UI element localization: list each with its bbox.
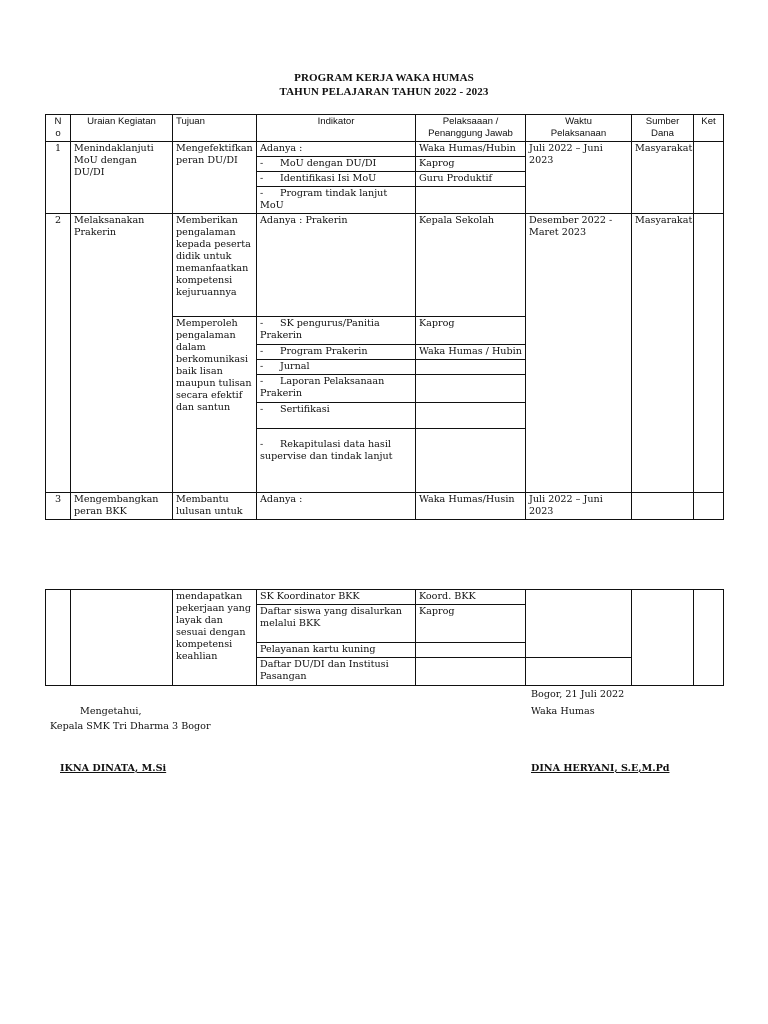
row2-pj-b2 [416,360,526,375]
row1-indikator-0: Adanya : [257,142,416,157]
row2-pj-b3 [416,375,526,403]
cont-uraian [71,590,173,686]
header-tujuan: Tujuan [173,115,257,142]
row2-no: 2 [46,214,71,493]
cont-waktu [526,590,632,658]
cont-tujuan: mendapatkan pekerjaan yang layak dan sesuai dengan kompetensi keahlian [173,590,257,686]
header-no: N o [46,115,71,142]
row1-waktu: Juli 2022 – Juni 2023 [526,142,632,214]
cont-pj-3 [416,658,526,686]
table-row [46,590,724,605]
row1-no: 1 [46,142,71,214]
row3-pj: Waka Humas/Husin [416,493,526,520]
cont-pj-2 [416,643,526,658]
header-pelaksana: Pelaksaaan / Penanggung Jawab [416,115,526,142]
row2-waktu: Desember 2022 - Maret 2023 [526,214,632,493]
row1-pj-0: Waka Humas/Hubin [416,142,526,157]
header-sumber: Sumber Dana [632,115,694,142]
row2-sumber: Masyarakat [632,214,694,493]
row1-pj-3 [416,187,526,214]
table-header-row [46,115,724,142]
document-title: PROGRAM KERJA WAKA HUMAS [294,72,474,84]
row2-pj-b0: Kaprog [416,317,526,345]
row3-waktu: Juli 2022 – Juni 2023 [526,493,632,520]
table-row [46,214,724,317]
row1-pj-2: Guru Produktif [416,172,526,187]
row1-ket [694,142,724,214]
row2-pj-a: Kepala Sekolah [416,214,526,317]
role-right: Waka Humas [531,706,595,717]
row3-tujuan: Membantu lulusan untuk [173,493,257,520]
place-date: Bogor, 21 Juli 2022 [531,689,625,700]
row2-pj-b4 [416,403,526,429]
cont-indikator-3: Daftar DU/DI dan Institusi Pasangan [257,658,416,686]
signatory-right: DINA HERYANI, S.E,M.Pd [531,763,670,774]
row1-uraian: Menindaklanjuti MoU dengan DU/DI [71,142,173,214]
cont-indikator-2: Pelayanan kartu kuning [257,643,416,658]
row2-indikator-b5: - Rekapitulasi data hasil supervise dan tindak lanjut [257,429,416,493]
row1-indikator-1: - MoU dengan DU/DI [257,157,416,172]
row1-indikator-2: - Identifikasi Isi MoU [257,172,416,187]
cont-pj-0: Koord. BKK [416,590,526,605]
row2-indikator-b1: - Program Prakerin [257,345,416,360]
program-table [45,114,724,520]
document-subtitle: TAHUN PELAJARAN TAHUN 2022 - 2023 [279,86,489,98]
row2-ket [694,214,724,493]
cont-ket [694,590,724,686]
row3-uraian: Mengembangkan peran BKK [71,493,173,520]
table-row [46,493,724,520]
row3-indikator: Adanya : [257,493,416,520]
row2-pj-b5 [416,429,526,493]
row2-indikator-b2: - Jurnal [257,360,416,375]
row1-pj-1: Kaprog [416,157,526,172]
row3-ket [694,493,724,520]
row1-indikator-3: - Program tindak lanjut MoU [257,187,416,214]
row1-tujuan: Mengefektifkan peran DU/DI [173,142,257,214]
signatory-left: IKNA DINATA, M.Si [60,763,167,774]
row2-indikator-b3: - Laporan Pelaksanaan Prakerin [257,375,416,403]
row1-sumber: Masyarakat [632,142,694,214]
cont-sumber [632,590,694,686]
row2-indikator-a: Adanya : Prakerin [257,214,416,317]
row2-pj-b1: Waka Humas / Hubin [416,345,526,360]
cont-indikator-1: Daftar siswa yang disalurkan melalui BKK [257,605,416,643]
row2-indikator-b4: - Sertifikasi [257,403,416,429]
header-waktu: Waktu Pelaksanaan [526,115,632,142]
row2-tujuan-a: Memberikan pengalaman kepada peserta didik untuk memanfaatkan kompetensi kejuruannya [173,214,257,317]
program-table-continued [45,589,724,686]
header-ket: Ket [694,115,724,142]
row2-indikator-b0: - SK pengurus/Panitia Prakerin [257,317,416,345]
cont-no [46,590,71,686]
row3-no: 3 [46,493,71,520]
row3-sumber [632,493,694,520]
role-left: Kepala SMK Tri Dharma 3 Bogor [50,721,211,732]
table-row [46,142,724,157]
cont-indikator-0: SK Koordinator BKK [257,590,416,605]
header-indikator: Indikator [257,115,416,142]
cont-pj-1: Kaprog [416,605,526,643]
row2-uraian: Melaksanakan Prakerin [71,214,173,493]
cont-waktu-2 [526,658,632,686]
mengetahui-label: Mengetahui, [80,706,142,717]
header-uraian: Uraian Kegiatan [71,115,173,142]
row2-tujuan-b: Memperoleh pengalaman dalam berkomunikasi baik lisan maupun tulisan secara efektif dan santun [173,317,257,493]
